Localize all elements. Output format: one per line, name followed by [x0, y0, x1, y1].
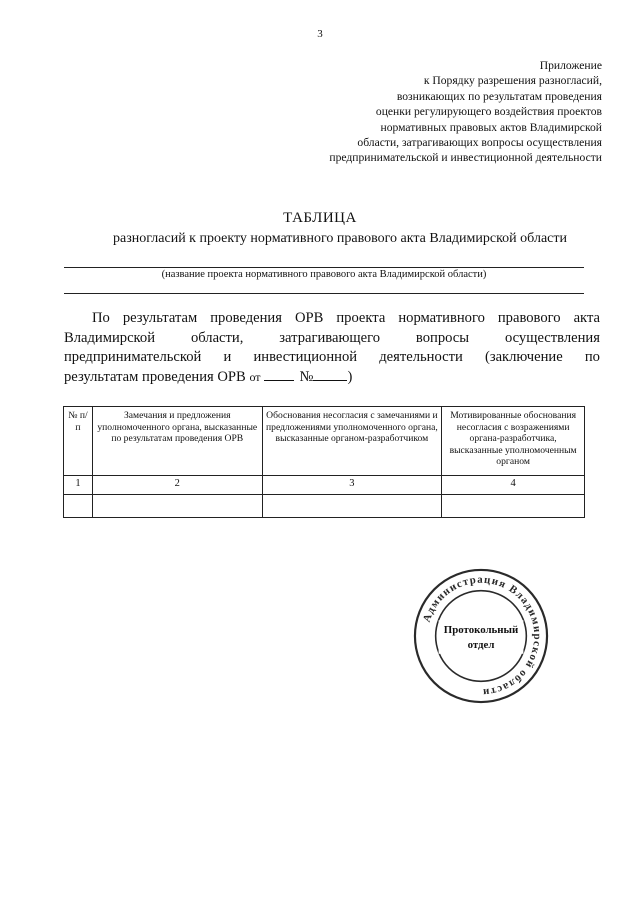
word: акта: [573, 310, 600, 326]
official-stamp: [412, 567, 550, 705]
column-number: 4: [442, 476, 585, 495]
word: осуществления: [504, 329, 600, 346]
column-number: 3: [262, 476, 442, 495]
fill-line: [64, 267, 584, 268]
paragraph-line: [64, 329, 600, 349]
word: правового: [497, 310, 561, 326]
stamp-center-line2: отдел: [467, 638, 495, 651]
word: инвестиционной: [253, 349, 358, 365]
word: нормативного: [398, 310, 485, 326]
paren-close: ): [347, 368, 353, 385]
header-cell: № п/п: [64, 407, 93, 476]
document-title: ТАБЛИЦА: [283, 210, 357, 226]
document-subtitle: разногласий к проекту нормативного правового акта Владимирской области: [113, 231, 567, 246]
word: проекта: [336, 310, 386, 326]
appendix-line: Приложение: [539, 59, 602, 72]
appendix-line: возникающих по результатам проведения: [396, 89, 602, 103]
header-cell: Мотивированные обоснования несогласия с возражениями органа-разработчика, высказанные уполномоченным органом: [442, 407, 585, 476]
paragraph-text: результатам проведения ОРВ: [64, 368, 246, 385]
paragraph-line: [64, 309, 600, 329]
word: По: [92, 310, 110, 326]
appendix-block: [272, 58, 602, 166]
appendix-line: предпринимательской и инвестиционной деятельности: [329, 151, 602, 165]
number-blank: [313, 368, 347, 381]
header-cell: Замечания и предложения уполномоченного органа, высказанные по результатам проведения ОРВ: [92, 407, 262, 476]
stamp-ring-text: Администрация Владимирской области: [420, 573, 544, 699]
word: Владимирской: [64, 329, 156, 346]
word: и: [223, 349, 232, 365]
intro-paragraph: [64, 309, 600, 387]
appendix-line: оценки регулирующего воздействия проектов: [375, 105, 602, 119]
date-label: от: [249, 369, 261, 384]
word: ОРВ: [294, 310, 324, 326]
word: вопросы: [415, 329, 470, 346]
stamp-center-line1: Протокольный: [443, 624, 519, 637]
word: (заключение: [484, 349, 563, 365]
page-number: 3: [317, 28, 323, 40]
word: проведения: [210, 310, 282, 326]
number-label: №: [299, 368, 314, 385]
table-cell: [92, 495, 262, 518]
table-cell: [64, 495, 93, 518]
disagreement-table: [63, 406, 585, 518]
word: по: [584, 349, 600, 365]
table-header-row: [64, 407, 585, 476]
table-cell: [262, 495, 442, 518]
paragraph-line: [64, 368, 600, 388]
appendix-line: к Порядку разрешения разногласий,: [423, 74, 602, 88]
word: результатам: [122, 310, 198, 326]
table-cell: [442, 495, 585, 518]
date-blank: [264, 368, 294, 381]
word: затрагивающего: [279, 329, 380, 346]
word: предпринимательской: [64, 349, 202, 365]
appendix-line: области, затрагивающих вопросы осуществления: [357, 136, 602, 150]
word: деятельности: [379, 349, 463, 365]
table-number-row: [64, 476, 585, 495]
header-cell: Обоснования несогласия с замечаниями и предложениями уполномоченного органа, высказанные органом-разработчиком: [262, 407, 442, 476]
word: области,: [190, 329, 244, 346]
column-number: 2: [92, 476, 262, 495]
fill-line-caption: (название проекта нормативного правового акта Владимирской области): [161, 269, 487, 280]
paragraph-line: [64, 348, 600, 368]
table-row: [64, 495, 585, 518]
column-number: 1: [64, 476, 93, 495]
fill-line: [64, 293, 584, 294]
appendix-line: нормативных правовых актов Владимирской: [380, 120, 602, 134]
